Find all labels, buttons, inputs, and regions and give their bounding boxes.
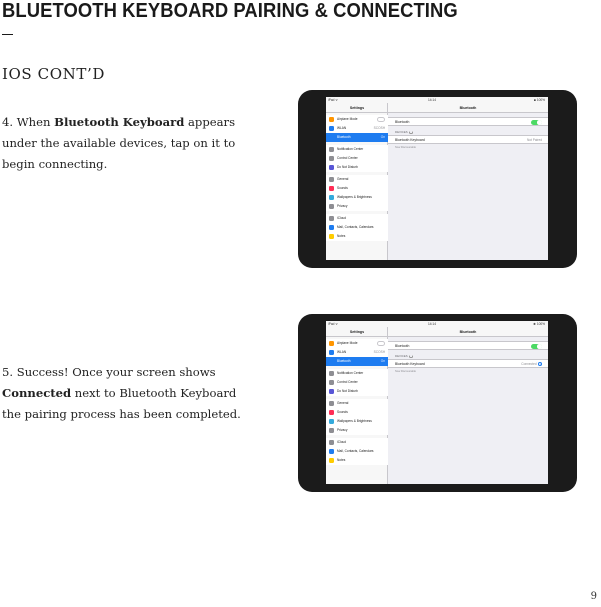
loading-spinner-icon [409, 131, 412, 134]
sidebar-item-label: WLAN [337, 350, 347, 354]
keyboard-label: Bluetooth Keyboard [395, 137, 425, 142]
sidebar-item[interactable] [326, 348, 388, 357]
status-battery: ■ 100% [534, 98, 545, 102]
sidebar-item[interactable] [326, 387, 388, 396]
step-5-prefix: 5. Success! Once your screen shows [2, 365, 216, 379]
devices-header-text: DEVICES [395, 354, 408, 358]
discoverable-note: Now Discoverable [395, 146, 416, 149]
sidebar-item[interactable] [326, 184, 388, 193]
sidebar-item[interactable] [326, 193, 388, 202]
settings-item-icon [329, 458, 334, 463]
sidebar-item[interactable] [326, 369, 388, 378]
status-time: 14:14 [428, 322, 436, 326]
ipad-screenshot-connected [298, 314, 577, 492]
settings-item-icon [329, 449, 334, 454]
settings-item-icon [329, 135, 334, 140]
sidebar-item-label: Notes [337, 234, 346, 238]
discoverable-note: Now Discoverable [395, 370, 416, 373]
sidebar-item[interactable] [326, 399, 388, 408]
ipad-screen [326, 97, 548, 260]
sidebar-item-label: Mail, Contacts, Calendars [337, 225, 374, 229]
sidebar-item[interactable] [326, 202, 388, 211]
sidebar-item-label: Control Center [337, 156, 358, 160]
bluetooth-toggle[interactable] [531, 344, 542, 349]
sidebar-item-label: Notification Center [337, 371, 364, 375]
settings-sidebar [326, 103, 388, 260]
settings-item-icon [329, 156, 334, 161]
settings-item-icon [329, 225, 334, 230]
title-rule [2, 34, 13, 35]
sidebar-item[interactable] [326, 357, 388, 366]
sidebar-item-label: Privacy [337, 428, 348, 432]
sidebar-item-label: Privacy [337, 204, 348, 208]
ipad-screenshot-pairing [298, 90, 577, 268]
step-4-text [2, 112, 252, 175]
bluetooth-toggle-row[interactable] [388, 117, 548, 126]
sidebar-item[interactable] [326, 163, 388, 172]
devices-header-text: DEVICES [395, 130, 408, 134]
sidebar-item-label: Airplane Mode [337, 117, 358, 121]
detail-title: Bluetooth [388, 103, 548, 113]
loading-spinner-icon [409, 355, 412, 358]
sidebar-item-label: Sounds [337, 410, 348, 414]
sidebar-item-label: Bluetooth [337, 135, 351, 139]
sidebar-item-label: WLAN [337, 126, 347, 130]
airplane-mode-toggle[interactable] [377, 117, 385, 122]
page-number: 9 [590, 591, 597, 602]
step-5-text [2, 362, 252, 425]
bluetooth-toggle-row[interactable] [388, 341, 548, 350]
sidebar-item[interactable] [326, 124, 388, 133]
sidebar-item-label: Wallpapers & Brightness [337, 419, 372, 423]
settings-item-icon [329, 401, 334, 406]
sidebar-item-label: Notification Center [337, 147, 364, 151]
devices-header [395, 354, 413, 358]
sidebar-item-label: Wallpapers & Brightness [337, 195, 372, 199]
settings-item-icon [329, 126, 334, 131]
sidebar-item[interactable] [326, 378, 388, 387]
settings-item-icon [329, 147, 334, 152]
bluetooth-detail-pane [388, 103, 548, 260]
sidebar-item-label: Bluetooth [337, 359, 351, 363]
settings-item-icon [329, 428, 334, 433]
sidebar-item[interactable] [326, 408, 388, 417]
settings-item-icon [329, 186, 334, 191]
bluetooth-toggle[interactable] [531, 120, 542, 125]
bluetooth-keyboard-row[interactable] [388, 359, 548, 368]
sidebar-item-label: iCloud [337, 216, 347, 220]
sidebar-item[interactable] [326, 214, 388, 223]
step-5-suffix: next to Bluetooth Keyboard the pairing process has been completed. [2, 386, 241, 421]
keyboard-label: Bluetooth Keyboard [395, 361, 425, 366]
settings-item-icon [329, 440, 334, 445]
sidebar-item-value: On [380, 135, 385, 139]
bluetooth-label: Bluetooth [395, 344, 410, 348]
info-icon[interactable]: i [539, 362, 541, 366]
ipad-screen [326, 321, 548, 484]
keyboard-status-text: Connected [521, 361, 537, 366]
sidebar-item-label: Do Not Disturb [337, 165, 358, 169]
sidebar-item[interactable] [326, 447, 388, 456]
step-5-bold: Connected [2, 386, 72, 400]
sidebar-item-label: Sounds [337, 186, 348, 190]
settings-item-icon [329, 371, 334, 376]
sidebar-item[interactable] [326, 417, 388, 426]
sidebar-item-label: Airplane Mode [337, 341, 358, 345]
sidebar-item[interactable] [326, 154, 388, 163]
settings-item-icon [329, 410, 334, 415]
sidebar-item[interactable] [326, 339, 388, 348]
detail-title: Bluetooth [388, 327, 548, 337]
settings-item-icon [329, 389, 334, 394]
sidebar-title: Settings [326, 327, 388, 337]
status-battery: ✱ 100% [533, 322, 545, 326]
settings-item-icon [329, 380, 334, 385]
sidebar-item[interactable] [326, 115, 388, 124]
sidebar-item-value: On [380, 359, 385, 363]
page-title: BLUETOOTH KEYBOARD PAIRING & CONNECTING [2, 0, 458, 22]
sidebar-item-value: SCOSH [373, 126, 385, 130]
sidebar-item[interactable] [326, 426, 388, 435]
sidebar-item-label: iCloud [337, 440, 347, 444]
settings-item-icon [329, 350, 334, 355]
step-4-suffix: appears under the available devices, tap on it to begin connecting. [2, 115, 236, 171]
settings-item-icon [329, 359, 334, 364]
sidebar-item[interactable] [326, 438, 388, 447]
sidebar-item[interactable] [326, 223, 388, 232]
sidebar-item[interactable] [326, 456, 388, 465]
settings-item-icon [329, 117, 334, 122]
settings-item-icon [329, 204, 334, 209]
sidebar-item-label: General [337, 177, 349, 181]
sidebar-item[interactable] [326, 175, 388, 184]
status-carrier: iPad ᯤ [328, 98, 339, 102]
sidebar-item-value: SCOSH [373, 350, 385, 354]
sidebar-item[interactable] [326, 232, 388, 241]
sidebar-item-label: Mail, Contacts, Calendars [337, 449, 374, 453]
settings-item-icon [329, 195, 334, 200]
step-4-prefix: 4. When [2, 115, 55, 129]
keyboard-status [521, 360, 542, 369]
airplane-mode-toggle[interactable] [377, 341, 385, 346]
settings-item-icon [329, 341, 334, 346]
sidebar-item-label: General [337, 401, 349, 405]
sidebar-item-label: Notes [337, 458, 346, 462]
step-4-bold: Bluetooth Keyboard [54, 115, 185, 129]
status-time: 14:14 [428, 98, 436, 102]
settings-item-icon [329, 216, 334, 221]
devices-header [395, 130, 413, 134]
status-carrier: iPad ᯤ [328, 322, 339, 326]
sidebar-title: Settings [326, 103, 388, 113]
bluetooth-detail-pane [388, 327, 548, 484]
section-heading: IOS CONT’D [2, 65, 105, 83]
sidebar-item-label: Do Not Disturb [337, 389, 358, 393]
settings-sidebar [326, 327, 388, 484]
settings-item-icon [329, 177, 334, 182]
sidebar-item-label: Control Center [337, 380, 358, 384]
settings-item-icon [329, 419, 334, 424]
sidebar-item[interactable] [326, 145, 388, 154]
sidebar-item[interactable] [326, 133, 388, 142]
settings-item-icon [329, 165, 334, 170]
bluetooth-label: Bluetooth [395, 120, 410, 124]
bluetooth-keyboard-row[interactable] [388, 135, 548, 144]
settings-item-icon [329, 234, 334, 239]
keyboard-status: Not Paired [526, 137, 542, 142]
